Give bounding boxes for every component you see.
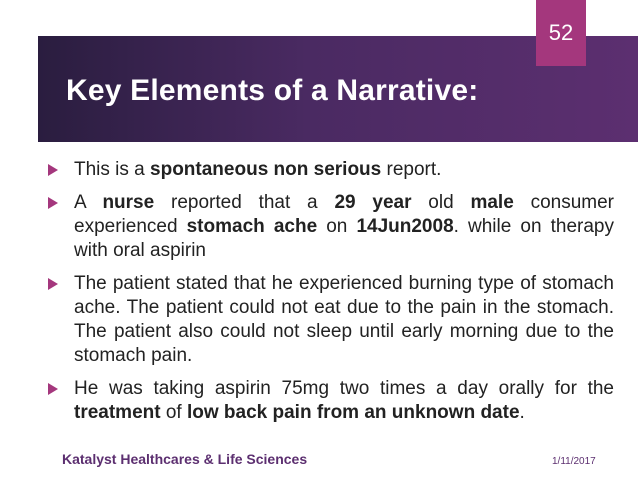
bullet-text-bold: nurse <box>102 192 155 213</box>
bullet-text <box>74 159 441 180</box>
slide-title: Key Elements of a Narrative: <box>66 74 479 107</box>
bullet-arrow-icon <box>48 278 58 290</box>
bullet-text-run: report. <box>381 159 442 180</box>
slide-number: 52 <box>536 0 586 66</box>
bullet-text <box>74 192 614 261</box>
bullet-arrow-icon <box>48 197 58 209</box>
bullet-text-bold: male <box>470 192 514 213</box>
bullet-text-run: . while on therapy with oral aspirin <box>74 216 614 261</box>
bullet-item <box>48 377 614 425</box>
bullet-text-bold: stomach ache <box>186 216 318 237</box>
bullet-text-run: consumer experienced <box>74 192 614 237</box>
bullet-item <box>48 272 614 368</box>
bullet-item <box>48 158 614 182</box>
bullet-text-run: A <box>74 192 103 213</box>
bullet-text-run: He was taking aspirin 75mg two times a day orally for the <box>74 378 614 399</box>
bullet-text-run: old <box>411 192 471 213</box>
bullet-text-bold: spontaneous non serious <box>150 159 382 180</box>
bullet-text <box>74 273 614 366</box>
footer-organization: Katalyst Healthcares & Life Sciences <box>62 451 308 467</box>
bullet-text-run: reported that a <box>154 192 335 213</box>
bullet-text-bold: 29 year <box>334 192 412 213</box>
bullet-text-run: . <box>519 402 525 423</box>
bullet-text <box>74 378 614 423</box>
bullet-text-bold: low back pain from an unknown date <box>186 402 520 423</box>
footer-date: 1/11/2017 <box>552 456 596 467</box>
bullet-text-bold: 14Jun2008 <box>356 216 454 237</box>
bullet-text-run: of <box>160 402 187 423</box>
bullet-item <box>48 191 614 263</box>
bullet-text-run: on <box>317 216 357 237</box>
bullet-arrow-icon <box>48 383 58 395</box>
bullet-text-bold: treatment <box>74 402 161 423</box>
bullet-list <box>48 158 614 434</box>
bullet-text-run: The patient stated that he experienced burning type of stomach ache. The patient could not eat due to the pain in the stomach. The patient also could not sleep until early morning due to the stomach pain. <box>74 273 614 366</box>
bullet-text-run: This is a <box>74 159 151 180</box>
bullet-arrow-icon <box>48 164 58 176</box>
